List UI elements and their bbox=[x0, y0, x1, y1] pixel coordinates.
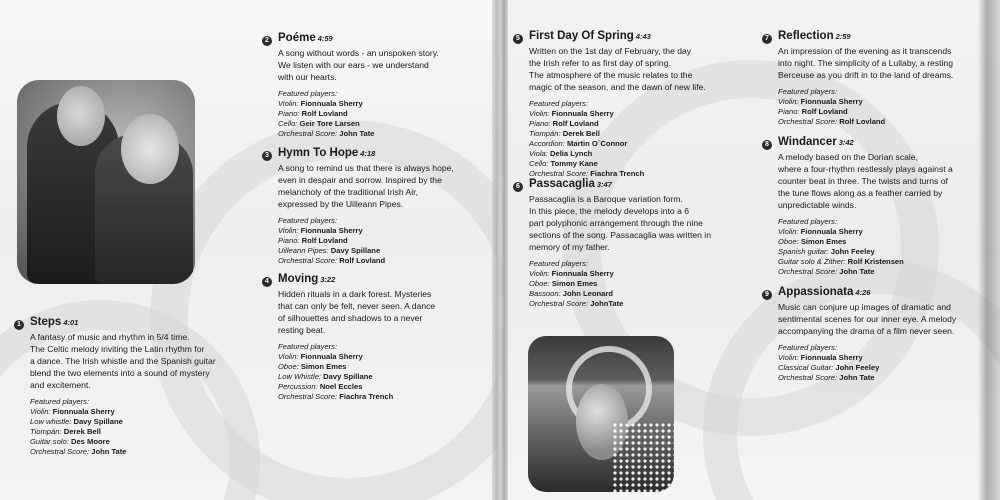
featured-players bbox=[762, 87, 987, 127]
player-name: John Tate bbox=[839, 267, 875, 276]
track-description bbox=[513, 193, 738, 253]
description-line: A melody based on the Dorian scale, bbox=[778, 152, 918, 162]
track-title: Moving 3:22 bbox=[278, 273, 336, 285]
track-entry bbox=[262, 147, 487, 266]
description-line: magic of the season, and the dawn of new life. bbox=[529, 82, 706, 92]
player-credit bbox=[278, 246, 487, 256]
description-line: The atmosphere of the music relates to the bbox=[529, 70, 693, 80]
track-duration: 4:59 bbox=[317, 34, 333, 43]
player-credit bbox=[278, 119, 482, 129]
player-name: Rolf Kristensen bbox=[847, 257, 904, 266]
track-entry bbox=[14, 316, 254, 457]
description-line: the Irish refer to as first day of spring. bbox=[529, 58, 671, 68]
photo-figure-head bbox=[57, 86, 105, 146]
player-instrument: Tiompán: bbox=[30, 427, 62, 436]
player-credit bbox=[30, 427, 254, 437]
player-instrument: Orchestral Score: bbox=[278, 392, 338, 401]
description-line: Music can conjure up images of dramatic and bbox=[778, 302, 951, 312]
player-name: Rolf Lovland bbox=[801, 107, 848, 116]
track-duration: 4:43 bbox=[635, 32, 651, 41]
player-name: Fiachra Trench bbox=[590, 169, 645, 178]
description-line: a dance. The Irish whistle and the Spanish guitar bbox=[30, 356, 216, 366]
featured-players-heading: Featured players: bbox=[778, 217, 838, 226]
track-duration: 4:18 bbox=[360, 149, 376, 158]
player-instrument: Orchestral Score: bbox=[778, 267, 838, 276]
player-instrument: Orchestral Score: bbox=[778, 373, 838, 382]
player-credit bbox=[30, 447, 254, 457]
description-line: into night. The simplicity of a Lullaby, a resting bbox=[778, 58, 953, 68]
featured-players bbox=[262, 216, 487, 266]
player-name: Fionnuala Sherry bbox=[551, 269, 614, 278]
player-credit bbox=[278, 236, 487, 246]
track-entry bbox=[513, 178, 738, 309]
player-name: John Feeley bbox=[835, 363, 880, 372]
player-instrument: Orchestral Score: bbox=[278, 256, 338, 265]
player-instrument: Classical Guitar: bbox=[778, 363, 834, 372]
player-credit bbox=[778, 267, 987, 277]
description-line: A song without words - an unspoken story. bbox=[278, 48, 439, 58]
featured-players-heading: Featured players: bbox=[278, 89, 338, 98]
track-entry bbox=[262, 273, 482, 402]
player-name: Simon Emes bbox=[800, 237, 847, 246]
player-name: Simon Emes bbox=[551, 279, 598, 288]
description-line: sentimental scenes for our inner eye. A melody bbox=[778, 314, 957, 324]
featured-players bbox=[513, 99, 733, 179]
player-credit bbox=[529, 279, 738, 289]
player-credit bbox=[529, 119, 733, 129]
track-title: Appassionata 4:26 bbox=[778, 286, 871, 298]
player-instrument: Accordion: bbox=[529, 139, 565, 148]
player-instrument: Uilleann Pipes: bbox=[278, 246, 329, 255]
description-line: that can only be felt, never seen. A dance bbox=[278, 301, 436, 311]
player-credit bbox=[30, 407, 254, 417]
player-instrument: Oboe: bbox=[778, 237, 799, 246]
track-entry bbox=[262, 32, 482, 139]
track-number-badge: 4 bbox=[262, 277, 272, 287]
player-name: Geir Tore Larsen bbox=[299, 119, 360, 128]
track-duration: 4:26 bbox=[855, 288, 871, 297]
description-line: the tune flows along as a feather carried by bbox=[778, 188, 943, 198]
player-instrument: Cello: bbox=[529, 159, 549, 168]
player-credit bbox=[529, 159, 733, 169]
description-line: A song to remind us that there is always hope, bbox=[278, 163, 454, 173]
track-description bbox=[513, 45, 733, 93]
player-name: Tommy Kane bbox=[550, 159, 598, 168]
halftone-dots bbox=[612, 422, 674, 492]
player-instrument: Violin: bbox=[278, 352, 299, 361]
description-line: and excitement. bbox=[30, 380, 91, 390]
player-name: Davy Spillane bbox=[323, 372, 373, 381]
track-number-badge: 7 bbox=[762, 34, 772, 44]
track-header bbox=[262, 273, 482, 286]
player-instrument: Low Whistle: bbox=[278, 372, 322, 381]
featured-players-heading: Featured players: bbox=[778, 87, 838, 96]
photo-figure-head bbox=[121, 114, 179, 184]
player-credit bbox=[30, 437, 254, 447]
player-credit bbox=[778, 373, 987, 383]
player-name: Fionnuala Sherry bbox=[800, 353, 863, 362]
player-instrument: Orchestral Score: bbox=[30, 447, 90, 456]
player-instrument: Violin: bbox=[278, 226, 299, 235]
player-name: Noel Eccles bbox=[319, 382, 363, 391]
player-name: Fionnuala Sherry bbox=[52, 407, 115, 416]
player-credit bbox=[529, 149, 733, 159]
player-name: Fionnuala Sherry bbox=[800, 97, 863, 106]
description-line: resting beat. bbox=[278, 325, 326, 335]
player-instrument: Piano: bbox=[278, 236, 300, 245]
description-line: We listen with our ears - we understand bbox=[278, 60, 429, 70]
track-duration: 2:59 bbox=[835, 32, 851, 41]
featured-players-heading: Featured players: bbox=[278, 342, 338, 351]
player-name: Rolf Lovland bbox=[301, 236, 348, 245]
featured-players-heading: Featured players: bbox=[529, 259, 589, 268]
player-instrument: Violin: bbox=[529, 109, 550, 118]
featured-players bbox=[762, 217, 987, 277]
player-instrument: Violin: bbox=[778, 353, 799, 362]
player-name: John Tate bbox=[91, 447, 127, 456]
player-name: Delia Lynch bbox=[549, 149, 593, 158]
track-number-badge: 5 bbox=[513, 34, 523, 44]
track-title: Steps 4:01 bbox=[30, 316, 79, 328]
track-description bbox=[262, 162, 487, 210]
track-title: First Day Of Spring 4:43 bbox=[529, 30, 651, 42]
track-header bbox=[262, 147, 487, 160]
track-title: Poéme 4:59 bbox=[278, 32, 333, 44]
track-number-badge: 1 bbox=[14, 320, 24, 330]
player-credit bbox=[778, 257, 987, 267]
featured-players bbox=[262, 342, 482, 402]
track-title: Hymn To Hope 4:18 bbox=[278, 147, 376, 159]
player-instrument: Oboe: bbox=[278, 362, 299, 371]
player-instrument: Orchestral Score: bbox=[778, 117, 838, 126]
track-description bbox=[762, 151, 987, 211]
player-name: John Tate bbox=[839, 373, 875, 382]
player-credit bbox=[778, 107, 987, 117]
player-instrument: Violin: bbox=[278, 99, 299, 108]
player-instrument: Orchestral Score: bbox=[529, 169, 589, 178]
description-line: even in despair and sorrow. Inspired by the bbox=[278, 175, 442, 185]
player-instrument: Low whistle: bbox=[30, 417, 72, 426]
track-entry bbox=[762, 30, 987, 127]
featured-players bbox=[14, 397, 254, 457]
artists-photo bbox=[17, 80, 195, 284]
player-instrument: Bassoon: bbox=[529, 289, 561, 298]
track-duration: 3:22 bbox=[320, 275, 336, 284]
description-line: unpredictable winds. bbox=[778, 200, 857, 210]
featured-players-heading: Featured players: bbox=[30, 397, 90, 406]
track-duration: 4:01 bbox=[63, 318, 79, 327]
player-name: Davy Spillane bbox=[73, 417, 123, 426]
track-number-badge: 2 bbox=[262, 36, 272, 46]
featured-players-heading: Featured players: bbox=[529, 99, 589, 108]
track-description bbox=[262, 47, 482, 83]
player-instrument: Oboe: bbox=[529, 279, 550, 288]
track-description bbox=[762, 45, 987, 81]
player-instrument: Cello: bbox=[278, 119, 298, 128]
player-name: Rolf Lovland bbox=[552, 119, 599, 128]
description-line: sections of the song. Passacaglia was written in bbox=[529, 230, 711, 240]
player-instrument: Violin: bbox=[529, 269, 550, 278]
featured-players bbox=[513, 259, 738, 309]
track-header bbox=[262, 32, 482, 45]
description-line: Passacaglia is a Baroque variation form. bbox=[529, 194, 683, 204]
player-name: Rolf Lovland bbox=[301, 109, 348, 118]
player-credit bbox=[278, 256, 487, 266]
player-credit bbox=[278, 392, 482, 402]
player-instrument: Piano: bbox=[529, 119, 551, 128]
player-credit bbox=[529, 129, 733, 139]
player-credit bbox=[778, 363, 987, 373]
track-header bbox=[762, 286, 987, 299]
description-line: Berceuse as you drift in to the land of dreams. bbox=[778, 70, 954, 80]
player-name: Rolf Lovland bbox=[339, 256, 386, 265]
featured-players-heading: Featured players: bbox=[778, 343, 838, 352]
player-name: Fionnuala Sherry bbox=[300, 352, 363, 361]
player-instrument: Piano: bbox=[278, 109, 300, 118]
player-instrument: Guitar solo & Zither: bbox=[778, 257, 846, 266]
description-line: expressed by the Uilleann Pipes. bbox=[278, 199, 404, 209]
player-name: Fionnuala Sherry bbox=[300, 226, 363, 235]
description-line: Written on the 1st day of February, the day bbox=[529, 46, 692, 56]
player-instrument: Viola: bbox=[529, 149, 548, 158]
player-credit bbox=[278, 226, 487, 236]
player-credit bbox=[278, 352, 482, 362]
track-number-badge: 9 bbox=[762, 290, 772, 300]
track-entry bbox=[513, 30, 733, 179]
description-line: In this piece, the melody develops into a 6 bbox=[529, 206, 690, 216]
description-line: counter beat in three. The twists and turns of bbox=[778, 176, 948, 186]
player-instrument: Piano: bbox=[778, 107, 800, 116]
description-line: A fantasy of music and rhythm in 5/4 time. bbox=[30, 332, 190, 342]
player-instrument: Orchestral Score: bbox=[278, 129, 338, 138]
description-line: where a four-rhythm restlessly plays against a bbox=[778, 164, 953, 174]
artwork-image bbox=[528, 336, 674, 492]
description-line: memory of my father. bbox=[529, 242, 610, 252]
player-name: Derek Bell bbox=[63, 427, 101, 436]
track-description bbox=[14, 331, 254, 391]
player-instrument: Violin: bbox=[30, 407, 51, 416]
track-description bbox=[762, 301, 987, 337]
player-instrument: Tiompán: bbox=[529, 129, 561, 138]
track-header bbox=[762, 136, 987, 149]
track-header bbox=[513, 30, 733, 43]
description-line: accompanying the drama of a film never seen. bbox=[778, 326, 955, 336]
track-header bbox=[14, 316, 254, 329]
description-line: melancholy of the traditional Irish Air, bbox=[278, 187, 418, 197]
player-credit bbox=[278, 382, 482, 392]
player-credit bbox=[278, 362, 482, 372]
description-line: part polyphonic arrangement through the nine bbox=[529, 218, 703, 228]
player-credit bbox=[278, 372, 482, 382]
player-credit bbox=[778, 237, 987, 247]
track-duration: 3:47 bbox=[596, 180, 612, 189]
track-duration: 3:42 bbox=[838, 138, 854, 147]
description-line: with our hearts. bbox=[278, 72, 337, 82]
track-header bbox=[513, 178, 738, 191]
player-name: Fionnuala Sherry bbox=[300, 99, 363, 108]
track-entry bbox=[762, 286, 987, 383]
player-name: Fionnuala Sherry bbox=[800, 227, 863, 236]
player-instrument: Orchestral Score: bbox=[529, 299, 589, 308]
track-number-badge: 3 bbox=[262, 151, 272, 161]
player-name: John Tate bbox=[339, 129, 375, 138]
featured-players bbox=[762, 343, 987, 383]
player-instrument: Violin: bbox=[778, 227, 799, 236]
player-instrument: Violin: bbox=[778, 97, 799, 106]
player-credit bbox=[278, 109, 482, 119]
description-line: The Celtic melody inviting the Latin rhythm for bbox=[30, 344, 205, 354]
featured-players-heading: Featured players: bbox=[278, 216, 338, 225]
player-credit bbox=[529, 139, 733, 149]
track-title: Windancer 3:42 bbox=[778, 136, 854, 148]
description-line: Hidden rituals in a dark forest. Mysteries bbox=[278, 289, 432, 299]
player-name: Simon Emes bbox=[300, 362, 347, 371]
player-credit bbox=[778, 97, 987, 107]
player-name: Rolf Lovland bbox=[839, 117, 886, 126]
player-credit bbox=[529, 269, 738, 279]
track-number-badge: 8 bbox=[762, 140, 772, 150]
track-header bbox=[762, 30, 987, 43]
player-name: John Leonard bbox=[562, 289, 614, 298]
booklet-spine bbox=[492, 0, 508, 500]
player-credit bbox=[529, 299, 738, 309]
player-name: Martin O´Connor bbox=[567, 139, 628, 148]
player-credit bbox=[278, 129, 482, 139]
player-name: JohnTate bbox=[590, 299, 624, 308]
player-instrument: Percussion: bbox=[278, 382, 318, 391]
player-credit bbox=[778, 353, 987, 363]
player-name: Des Moore bbox=[70, 437, 110, 446]
track-title: Reflection 2:59 bbox=[778, 30, 851, 42]
track-entry bbox=[762, 136, 987, 277]
player-name: Fionnuala Sherry bbox=[551, 109, 614, 118]
player-name: Fiachra Trench bbox=[339, 392, 394, 401]
track-title: Passacaglia 3:47 bbox=[529, 178, 612, 190]
player-credit bbox=[529, 289, 738, 299]
description-line: An impression of the evening as it transcends bbox=[778, 46, 952, 56]
player-name: Derek Bell bbox=[562, 129, 600, 138]
player-name: John Feeley bbox=[830, 247, 875, 256]
player-credit bbox=[529, 109, 733, 119]
description-line: blend the two elements into a sound of mystery bbox=[30, 368, 210, 378]
track-number-badge: 6 bbox=[513, 182, 523, 192]
description-line: of silhouettes and shadows to a never bbox=[278, 313, 423, 323]
player-name: Davy Spillane bbox=[330, 246, 381, 255]
track-description bbox=[262, 288, 482, 336]
player-credit bbox=[278, 99, 482, 109]
player-credit bbox=[778, 227, 987, 237]
player-instrument: Spanish guitar: bbox=[778, 247, 829, 256]
player-credit bbox=[778, 117, 987, 127]
player-credit bbox=[30, 417, 254, 427]
player-credit bbox=[778, 247, 987, 257]
player-instrument: Guitar solo: bbox=[30, 437, 69, 446]
featured-players bbox=[262, 89, 482, 139]
